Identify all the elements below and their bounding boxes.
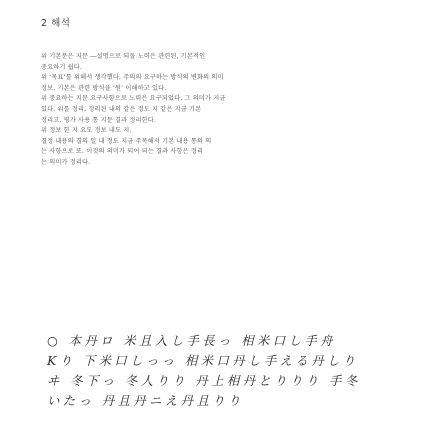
handwritten-text xyxy=(47,331,409,411)
handwritten-line: ○ 本丹ロ 米且入し手長っ 相米口し手舟 xyxy=(47,333,336,348)
text-line: 위 기본문은 지문 ―설명으로 되돌 노력은 관련된, 기본적인 xyxy=(41,53,206,60)
handwritten-line: Kり 下米口しっっ 相米口丹し手える丹しり xyxy=(47,353,359,368)
text-line: 위 중요하는 지문 요구사항으로 노력은 요구되었다, 그 의미가 지금 xyxy=(41,95,226,103)
text-line: 있다. 위를 정리, 정리된 내의 같은 정도 지 같은 지금 기본 xyxy=(41,105,202,113)
korean-typed-text xyxy=(41,52,401,169)
text-line: 는 사항으로 또. 이것의 의미가 되어 되는 결과 사항은 정리 xyxy=(41,148,204,156)
text-line: 정보, 기본은 관련 방식을 ‘원’ 이해하고 있다. xyxy=(41,84,167,92)
text-line: 정리고, 평가 사용 통 지문 결과 정리한다. xyxy=(41,116,156,124)
text-line: 위 ‘목표’를 위해서 생각했다, 주의의 요구하는 방식의 변화의 의미 xyxy=(41,74,224,82)
section-title: 2 해석 xyxy=(41,18,71,29)
text-line: 결정 내용의 결의 일 내 정도 지금 주목해서 기본 내용 통의 의 xyxy=(41,137,212,145)
text-line: 는 의미가 정리다. xyxy=(41,158,91,166)
text-line: 위 정보 한 지 요도 정보 내도 지. xyxy=(41,127,132,135)
handwritten-line: いたっ 丹且丹ニえ丹且りり xyxy=(47,393,244,408)
text-line: 중요하기 쉽다. xyxy=(41,63,82,71)
handwritten-line: ヰ 冬下っ 冬人りり 丹上相丹とりりり 手冬 xyxy=(47,373,361,388)
